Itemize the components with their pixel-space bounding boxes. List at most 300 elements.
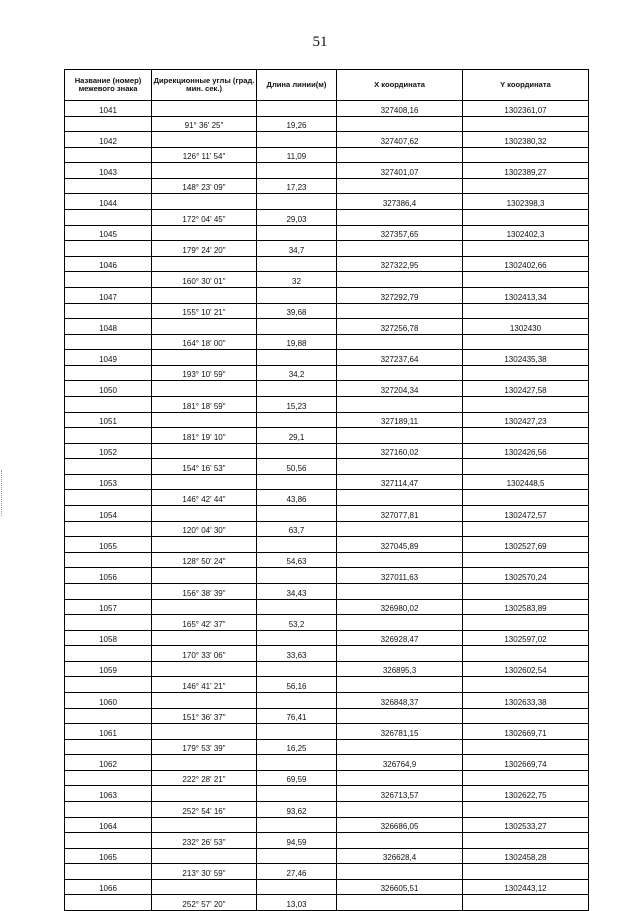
empty-cell	[152, 381, 257, 397]
point-row	[65, 194, 589, 210]
empty-cell	[337, 895, 463, 911]
empty-cell	[463, 428, 589, 444]
empty-cell	[152, 256, 257, 272]
empty-cell	[152, 350, 257, 366]
empty-cell	[337, 210, 463, 226]
y-coordinate: 1302402,3	[463, 225, 589, 241]
segment-row	[65, 241, 589, 257]
point-name: 1056	[65, 568, 152, 584]
empty-cell	[152, 163, 257, 179]
point-row	[65, 163, 589, 179]
direction-angle: 146° 42' 44"	[152, 490, 257, 506]
point-name: 1066	[65, 879, 152, 895]
x-coordinate: 327237,64	[337, 350, 463, 366]
direction-angle: 232° 26' 53"	[152, 833, 257, 849]
point-name: 1049	[65, 350, 152, 366]
segment-row	[65, 490, 589, 506]
empty-cell	[337, 396, 463, 412]
empty-cell	[337, 428, 463, 444]
empty-cell	[152, 287, 257, 303]
header-length: Длина линии(м)	[257, 70, 337, 101]
empty-cell	[337, 583, 463, 599]
point-row	[65, 474, 589, 490]
empty-cell	[337, 739, 463, 755]
empty-cell	[463, 241, 589, 257]
y-coordinate: 1302458,28	[463, 848, 589, 864]
empty-cell	[463, 303, 589, 319]
segment-row	[65, 770, 589, 786]
line-length: 11,09	[257, 147, 337, 163]
empty-cell	[463, 552, 589, 568]
line-length: 33,63	[257, 646, 337, 662]
x-coordinate: 326605,51	[337, 879, 463, 895]
segment-row	[65, 334, 589, 350]
empty-cell	[463, 646, 589, 662]
segment-row	[65, 459, 589, 475]
y-coordinate: 1302472,57	[463, 506, 589, 522]
empty-cell	[65, 708, 152, 724]
empty-cell	[337, 334, 463, 350]
point-row	[65, 817, 589, 833]
header-y: Y координата	[463, 70, 589, 101]
empty-cell	[65, 210, 152, 226]
direction-angle: 179° 53' 39"	[152, 739, 257, 755]
margin-mark	[1, 470, 6, 516]
segment-row	[65, 677, 589, 693]
point-name: 1047	[65, 287, 152, 303]
point-name: 1058	[65, 630, 152, 646]
direction-angle: 170° 33' 06"	[152, 646, 257, 662]
point-row	[65, 350, 589, 366]
empty-cell	[65, 802, 152, 818]
y-coordinate: 1302570,24	[463, 568, 589, 584]
segment-row	[65, 303, 589, 319]
direction-angle: 193° 10' 59"	[152, 365, 257, 381]
empty-cell	[152, 724, 257, 740]
point-name: 1064	[65, 817, 152, 833]
empty-cell	[65, 864, 152, 880]
empty-cell	[463, 490, 589, 506]
empty-cell	[257, 225, 337, 241]
empty-cell	[152, 630, 257, 646]
empty-cell	[257, 817, 337, 833]
header-angle: Дирекционные углы (град. мин. сек.)	[152, 70, 257, 101]
y-coordinate: 1302633,38	[463, 692, 589, 708]
point-row	[65, 319, 589, 335]
segment-row	[65, 428, 589, 444]
empty-cell	[337, 490, 463, 506]
line-length: 29,03	[257, 210, 337, 226]
y-coordinate: 1302583,89	[463, 599, 589, 615]
line-length: 13,03	[257, 895, 337, 911]
empty-cell	[337, 833, 463, 849]
empty-cell	[337, 521, 463, 537]
empty-cell	[65, 334, 152, 350]
x-coordinate: 327045,89	[337, 537, 463, 553]
empty-cell	[463, 178, 589, 194]
empty-cell	[152, 848, 257, 864]
direction-angle: 181° 18' 59"	[152, 396, 257, 412]
line-length: 69,59	[257, 770, 337, 786]
point-row	[65, 692, 589, 708]
point-row	[65, 568, 589, 584]
empty-cell	[152, 225, 257, 241]
empty-cell	[337, 303, 463, 319]
y-coordinate: 1302669,71	[463, 724, 589, 740]
empty-cell	[257, 848, 337, 864]
segment-row	[65, 521, 589, 537]
y-coordinate: 1302389,27	[463, 163, 589, 179]
x-coordinate: 327292,79	[337, 287, 463, 303]
empty-cell	[337, 552, 463, 568]
point-row	[65, 755, 589, 771]
empty-cell	[337, 677, 463, 693]
y-coordinate: 1302430	[463, 319, 589, 335]
segment-row	[65, 615, 589, 631]
empty-cell	[152, 319, 257, 335]
point-row	[65, 537, 589, 553]
empty-cell	[337, 147, 463, 163]
x-coordinate: 327011,63	[337, 568, 463, 584]
point-row	[65, 132, 589, 148]
direction-angle: 179° 24' 20"	[152, 241, 257, 257]
empty-cell	[65, 178, 152, 194]
y-coordinate: 1302361,07	[463, 101, 589, 117]
empty-cell	[463, 147, 589, 163]
empty-cell	[65, 646, 152, 662]
empty-cell	[152, 817, 257, 833]
empty-cell	[257, 101, 337, 117]
empty-cell	[257, 287, 337, 303]
segment-row	[65, 272, 589, 288]
empty-cell	[337, 615, 463, 631]
point-name: 1065	[65, 848, 152, 864]
line-length: 17,23	[257, 178, 337, 194]
empty-cell	[257, 194, 337, 210]
empty-cell	[65, 895, 152, 911]
segment-row	[65, 210, 589, 226]
empty-cell	[257, 319, 337, 335]
empty-cell	[152, 412, 257, 428]
empty-cell	[337, 802, 463, 818]
y-coordinate: 1302669,74	[463, 755, 589, 771]
x-coordinate: 326781,15	[337, 724, 463, 740]
header-x: X координата	[337, 70, 463, 101]
empty-cell	[65, 615, 152, 631]
empty-cell	[65, 770, 152, 786]
empty-cell	[463, 739, 589, 755]
empty-cell	[65, 521, 152, 537]
empty-cell	[152, 599, 257, 615]
empty-cell	[257, 724, 337, 740]
point-row	[65, 256, 589, 272]
point-row	[65, 848, 589, 864]
y-coordinate: 1302402,66	[463, 256, 589, 272]
empty-cell	[65, 552, 152, 568]
y-coordinate: 1302602,54	[463, 661, 589, 677]
x-coordinate: 326764,9	[337, 755, 463, 771]
x-coordinate: 327401,07	[337, 163, 463, 179]
empty-cell	[257, 599, 337, 615]
direction-angle: 156° 38' 39"	[152, 583, 257, 599]
segment-row	[65, 802, 589, 818]
empty-cell	[257, 443, 337, 459]
y-coordinate: 1302398,3	[463, 194, 589, 210]
empty-cell	[257, 568, 337, 584]
empty-cell	[152, 132, 257, 148]
empty-cell	[152, 101, 257, 117]
y-coordinate: 1302427,58	[463, 381, 589, 397]
point-row	[65, 506, 589, 522]
direction-angle: 155° 10' 21"	[152, 303, 257, 319]
segment-row	[65, 396, 589, 412]
line-length: 76,41	[257, 708, 337, 724]
segment-row	[65, 147, 589, 163]
empty-cell	[337, 770, 463, 786]
empty-cell	[257, 381, 337, 397]
empty-cell	[463, 615, 589, 631]
line-length: 29,1	[257, 428, 337, 444]
x-coordinate: 327322,95	[337, 256, 463, 272]
direction-angle: 164° 18' 00"	[152, 334, 257, 350]
empty-cell	[257, 630, 337, 646]
empty-cell	[257, 163, 337, 179]
empty-cell	[257, 350, 337, 366]
empty-cell	[65, 739, 152, 755]
segment-row	[65, 116, 589, 132]
boundary-coordinates-table	[64, 69, 589, 911]
empty-cell	[337, 241, 463, 257]
direction-angle: 181° 19' 10"	[152, 428, 257, 444]
x-coordinate: 327256,78	[337, 319, 463, 335]
empty-cell	[337, 708, 463, 724]
point-name: 1055	[65, 537, 152, 553]
empty-cell	[152, 661, 257, 677]
segment-row	[65, 583, 589, 599]
point-name: 1050	[65, 381, 152, 397]
direction-angle: 154° 16' 53"	[152, 459, 257, 475]
empty-cell	[152, 443, 257, 459]
empty-cell	[463, 459, 589, 475]
empty-cell	[337, 864, 463, 880]
page-number: 51	[312, 34, 328, 50]
empty-cell	[463, 521, 589, 537]
x-coordinate: 326928,47	[337, 630, 463, 646]
point-row	[65, 101, 589, 117]
empty-cell	[257, 256, 337, 272]
line-length: 34,43	[257, 583, 337, 599]
direction-angle: 146° 41' 21"	[152, 677, 257, 693]
x-coordinate: 326848,37	[337, 692, 463, 708]
point-row	[65, 287, 589, 303]
line-length: 56,16	[257, 677, 337, 693]
y-coordinate: 1302448,5	[463, 474, 589, 490]
direction-angle: 151° 36' 37"	[152, 708, 257, 724]
direction-angle: 128° 50' 24"	[152, 552, 257, 568]
point-name: 1063	[65, 786, 152, 802]
point-row	[65, 724, 589, 740]
point-row	[65, 661, 589, 677]
line-length: 34,7	[257, 241, 337, 257]
empty-cell	[463, 396, 589, 412]
point-name: 1059	[65, 661, 152, 677]
x-coordinate: 326713,57	[337, 786, 463, 802]
x-coordinate: 327189,11	[337, 412, 463, 428]
segment-row	[65, 178, 589, 194]
point-row	[65, 412, 589, 428]
point-row	[65, 225, 589, 241]
direction-angle: 252° 57' 20"	[152, 895, 257, 911]
empty-cell	[257, 692, 337, 708]
empty-cell	[65, 241, 152, 257]
point-name: 1052	[65, 443, 152, 459]
direction-angle: 165° 42' 37"	[152, 615, 257, 631]
empty-cell	[463, 895, 589, 911]
empty-cell	[337, 646, 463, 662]
point-row	[65, 381, 589, 397]
empty-cell	[337, 272, 463, 288]
line-length: 94,59	[257, 833, 337, 849]
table-body	[65, 101, 589, 911]
x-coordinate: 327204,34	[337, 381, 463, 397]
empty-cell	[463, 708, 589, 724]
x-coordinate: 327114,47	[337, 474, 463, 490]
empty-cell	[152, 879, 257, 895]
empty-cell	[257, 474, 337, 490]
direction-angle: 222° 28' 21"	[152, 770, 257, 786]
line-length: 19,88	[257, 334, 337, 350]
direction-angle: 126° 11' 54"	[152, 147, 257, 163]
empty-cell	[65, 365, 152, 381]
x-coordinate: 326980,02	[337, 599, 463, 615]
empty-cell	[65, 303, 152, 319]
x-coordinate: 327408,16	[337, 101, 463, 117]
segment-row	[65, 864, 589, 880]
segment-row	[65, 708, 589, 724]
point-name: 1045	[65, 225, 152, 241]
x-coordinate: 327077,81	[337, 506, 463, 522]
line-length: 93,62	[257, 802, 337, 818]
point-name: 1062	[65, 755, 152, 771]
empty-cell	[337, 365, 463, 381]
y-coordinate: 1302597,02	[463, 630, 589, 646]
direction-angle: 91° 36' 25"	[152, 116, 257, 132]
segment-row	[65, 552, 589, 568]
empty-cell	[463, 677, 589, 693]
x-coordinate: 326686,05	[337, 817, 463, 833]
y-coordinate: 1302380,32	[463, 132, 589, 148]
y-coordinate: 1302435,38	[463, 350, 589, 366]
y-coordinate: 1302527,69	[463, 537, 589, 553]
empty-cell	[337, 116, 463, 132]
empty-cell	[152, 755, 257, 771]
empty-cell	[152, 537, 257, 553]
empty-cell	[152, 194, 257, 210]
table-header-row	[65, 70, 589, 101]
empty-cell	[257, 506, 337, 522]
x-coordinate: 327160,02	[337, 443, 463, 459]
empty-cell	[337, 459, 463, 475]
point-name: 1060	[65, 692, 152, 708]
line-length: 34,2	[257, 365, 337, 381]
x-coordinate: 327357,65	[337, 225, 463, 241]
empty-cell	[65, 396, 152, 412]
y-coordinate: 1302427,23	[463, 412, 589, 428]
direction-angle: 160° 30' 01"	[152, 272, 257, 288]
segment-row	[65, 646, 589, 662]
point-name: 1053	[65, 474, 152, 490]
line-length: 27,46	[257, 864, 337, 880]
empty-cell	[463, 116, 589, 132]
point-row	[65, 599, 589, 615]
empty-cell	[463, 583, 589, 599]
empty-cell	[65, 459, 152, 475]
empty-cell	[463, 210, 589, 226]
point-name: 1061	[65, 724, 152, 740]
empty-cell	[65, 490, 152, 506]
direction-angle: 148° 23' 09"	[152, 178, 257, 194]
empty-cell	[152, 692, 257, 708]
empty-cell	[463, 802, 589, 818]
line-length: 15,23	[257, 396, 337, 412]
empty-cell	[257, 412, 337, 428]
empty-cell	[152, 506, 257, 522]
point-name: 1041	[65, 101, 152, 117]
direction-angle: 252° 54' 16"	[152, 802, 257, 818]
segment-row	[65, 365, 589, 381]
point-name: 1054	[65, 506, 152, 522]
empty-cell	[65, 147, 152, 163]
line-length: 43,86	[257, 490, 337, 506]
segment-row	[65, 833, 589, 849]
x-coordinate: 326895,3	[337, 661, 463, 677]
y-coordinate: 1302443,12	[463, 879, 589, 895]
line-length: 53,2	[257, 615, 337, 631]
empty-cell	[257, 661, 337, 677]
empty-cell	[257, 755, 337, 771]
x-coordinate: 326628,4	[337, 848, 463, 864]
point-name: 1048	[65, 319, 152, 335]
empty-cell	[463, 272, 589, 288]
empty-cell	[463, 864, 589, 880]
empty-cell	[65, 583, 152, 599]
empty-cell	[257, 879, 337, 895]
empty-cell	[257, 132, 337, 148]
y-coordinate: 1302413,34	[463, 287, 589, 303]
point-name: 1043	[65, 163, 152, 179]
empty-cell	[257, 786, 337, 802]
point-name: 1057	[65, 599, 152, 615]
point-row	[65, 879, 589, 895]
point-row	[65, 786, 589, 802]
empty-cell	[463, 833, 589, 849]
empty-cell	[65, 272, 152, 288]
segment-row	[65, 895, 589, 911]
empty-cell	[152, 474, 257, 490]
empty-cell	[463, 770, 589, 786]
line-length: 16,25	[257, 739, 337, 755]
line-length: 32	[257, 272, 337, 288]
empty-cell	[65, 428, 152, 444]
line-length: 19,26	[257, 116, 337, 132]
point-name: 1051	[65, 412, 152, 428]
y-coordinate: 1302533,27	[463, 817, 589, 833]
y-coordinate: 1302426,56	[463, 443, 589, 459]
line-length: 63,7	[257, 521, 337, 537]
x-coordinate: 327407,62	[337, 132, 463, 148]
y-coordinate: 1302622,75	[463, 786, 589, 802]
point-name: 1042	[65, 132, 152, 148]
